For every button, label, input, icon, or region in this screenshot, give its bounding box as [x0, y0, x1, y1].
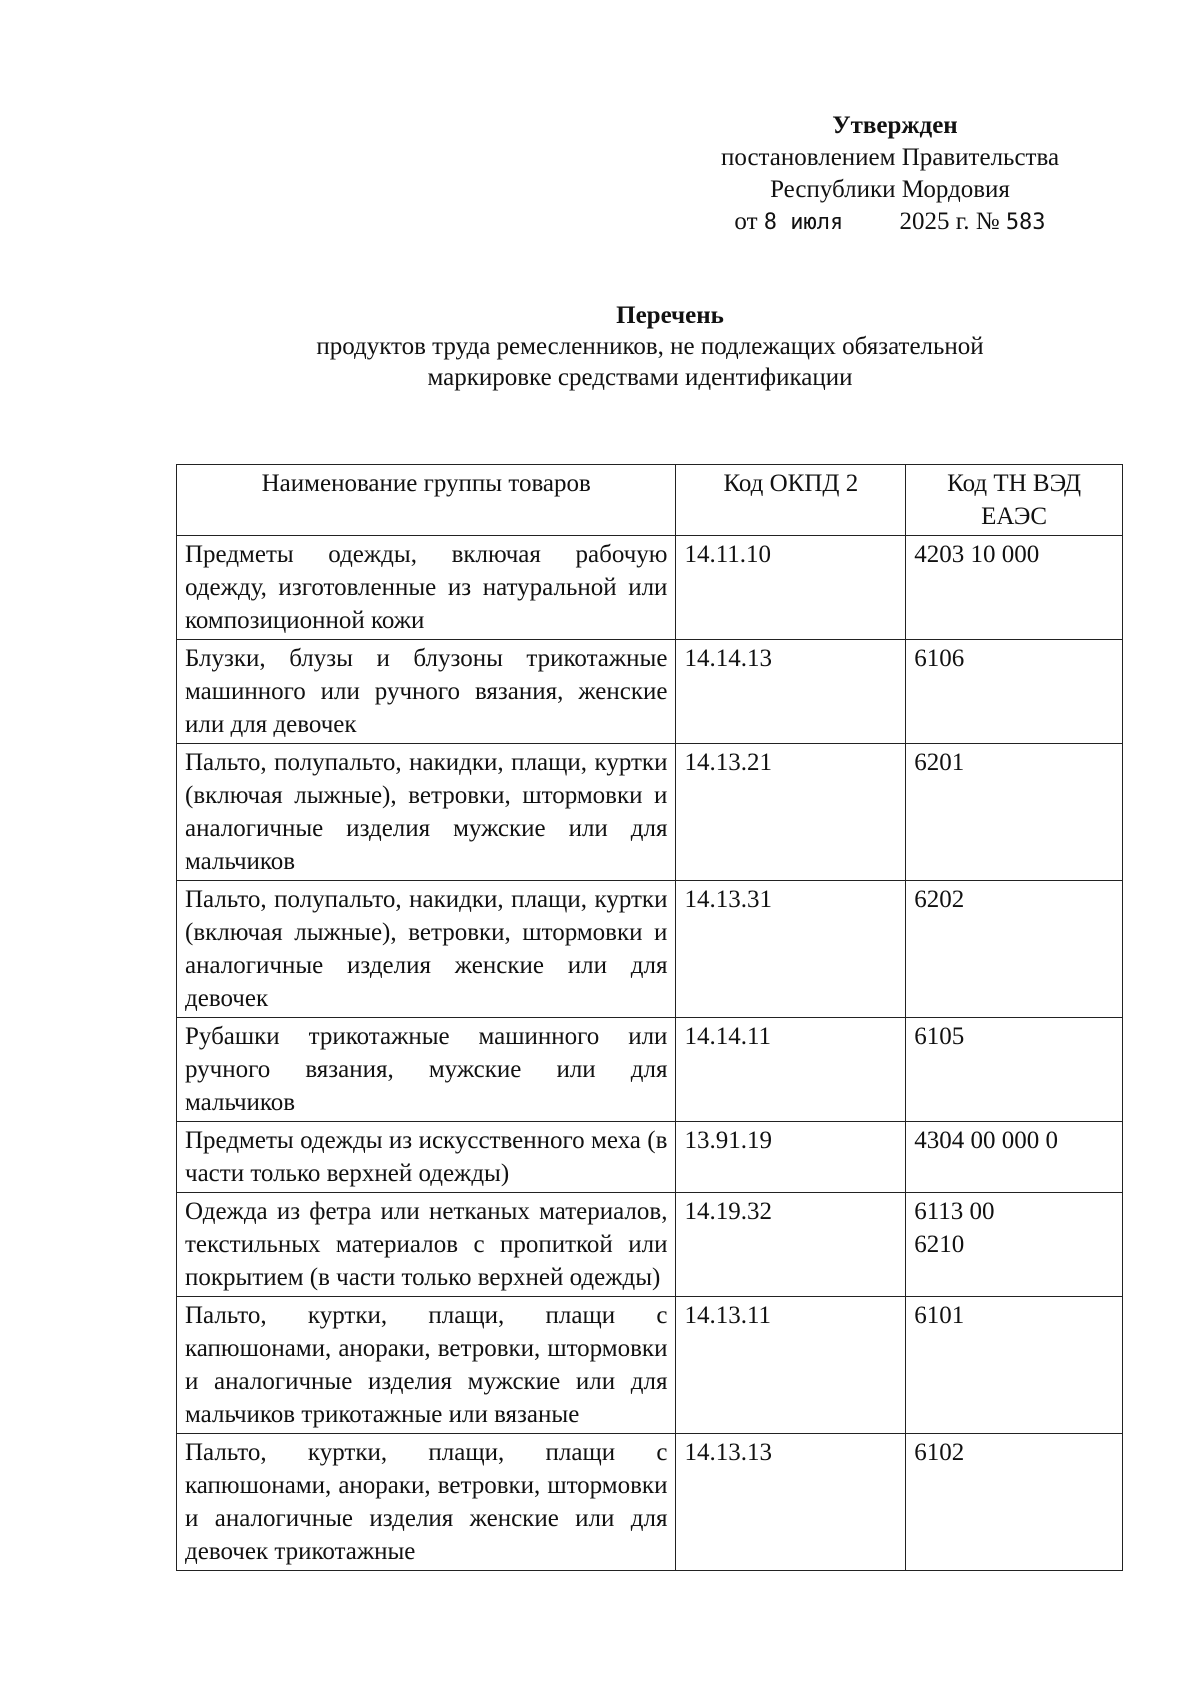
- tnved-code: 6202: [914, 886, 965, 913]
- goods-group-name: Пальто, куртки, плащи, плащи с капюшонами, анораки, ветровки, штормовки и аналогичные изделия женские или для девочек трикотажные: [177, 1434, 676, 1571]
- table-row: [177, 536, 1123, 640]
- header-tnved-code: Код ТН ВЭД ЕАЭС: [906, 465, 1123, 536]
- okpd-code: 14.19.32: [676, 1193, 906, 1297]
- tnved-code-cell: [906, 1018, 1123, 1122]
- tnved-code: 6201: [914, 749, 965, 776]
- table-row: [177, 1018, 1123, 1122]
- document-title-block: [200, 300, 1100, 393]
- goods-table-body: [177, 536, 1123, 1571]
- decree-year: 2025 г. №: [899, 208, 1000, 235]
- tnved-code-cell: [906, 1434, 1123, 1571]
- goods-group-name: Рубашки трикотажные машинного или ручного вязания, мужские или для мальчиков: [177, 1018, 676, 1122]
- goods-group-name: Предметы одежды, включая рабочую одежду, изготовленные из натуральной или композиционной кожи: [177, 536, 676, 640]
- table-row: [177, 881, 1123, 1018]
- document-title: Перечень: [616, 302, 724, 329]
- decree-date-prefix: от: [734, 208, 758, 235]
- okpd-code: 14.13.21: [676, 744, 906, 881]
- tnved-code: 4304 00 000 0: [914, 1127, 1058, 1154]
- table-row: [177, 1193, 1123, 1297]
- okpd-code: 14.14.13: [676, 640, 906, 744]
- goods-group-name: Пальто, куртки, плащи, плащи с капюшонами, анораки, ветровки, штормовки и аналогичные изделия мужские или для мальчиков трикотажные или вязаные: [177, 1297, 676, 1434]
- tnved-code-cell: [906, 1297, 1123, 1434]
- decree-number: 583: [1005, 210, 1046, 235]
- approval-heading: Утвержден: [832, 112, 958, 139]
- approval-line-2: Республики Мордовия: [770, 176, 1010, 203]
- tnved-code-cell: [906, 881, 1123, 1018]
- tnved-code-cell: [906, 744, 1123, 881]
- goods-table: [176, 464, 1123, 1571]
- tnved-code-cell: [906, 640, 1123, 744]
- table-header-row: [177, 465, 1123, 536]
- approval-stamp: [690, 110, 1090, 239]
- tnved-code: 6210: [914, 1231, 965, 1258]
- table-row: [177, 1297, 1123, 1434]
- tnved-code-cell: [906, 536, 1123, 640]
- tnved-code: 6106: [914, 645, 965, 672]
- okpd-code: 14.13.11: [676, 1297, 906, 1434]
- goods-group-name: Предметы одежды из искусственного меха (в части только верхней одежды): [177, 1122, 676, 1193]
- decree-date-line: [690, 206, 1090, 239]
- table-row: [177, 1122, 1123, 1193]
- okpd-code: 14.14.11: [676, 1018, 906, 1122]
- document-subtitle-line-2: маркировке средствами идентификации: [427, 364, 853, 391]
- tnved-code: 6105: [914, 1023, 965, 1050]
- table-row: [177, 744, 1123, 881]
- okpd-code: 14.11.10: [676, 536, 906, 640]
- decree-date: 8 июля: [763, 210, 844, 235]
- okpd-code: 14.13.31: [676, 881, 906, 1018]
- tnved-code-cell: [906, 1122, 1123, 1193]
- header-okpd-code: Код ОКПД 2: [676, 465, 906, 536]
- tnved-code: 4203 10 000: [914, 541, 1040, 568]
- tnved-code: 6101: [914, 1302, 965, 1329]
- header-group-name: Наименование группы товаров: [177, 465, 676, 536]
- goods-group-name: Пальто, полупальто, накидки, плащи, куртки (включая лыжные), ветровки, штормовки и аналогичные изделия мужские или для мальчиков: [177, 744, 676, 881]
- approval-line-1: постановлением Правительства: [720, 144, 1060, 171]
- table-row: [177, 640, 1123, 744]
- okpd-code: 14.13.13: [676, 1434, 906, 1571]
- goods-group-name: Пальто, полупальто, накидки, плащи, куртки (включая лыжные), ветровки, штормовки и аналогичные изделия женские или для девочек: [177, 881, 676, 1018]
- okpd-code: 13.91.19: [676, 1122, 906, 1193]
- tnved-code: 6102: [914, 1439, 965, 1466]
- goods-group-name: Одежда из фетра или нетканых материалов, текстильных материалов с пропиткой или покрытием (в части только верхней одежды): [177, 1193, 676, 1297]
- document-subtitle-line-1: продуктов труда ремесленников, не подлежащих обязательной: [316, 333, 984, 360]
- tnved-code: 6113 00: [914, 1198, 995, 1225]
- tnved-code-cell: [906, 1193, 1123, 1297]
- table-row: [177, 1434, 1123, 1571]
- goods-group-name: Блузки, блузы и блузоны трикотажные машинного или ручного вязания, женские или для девочек: [177, 640, 676, 744]
